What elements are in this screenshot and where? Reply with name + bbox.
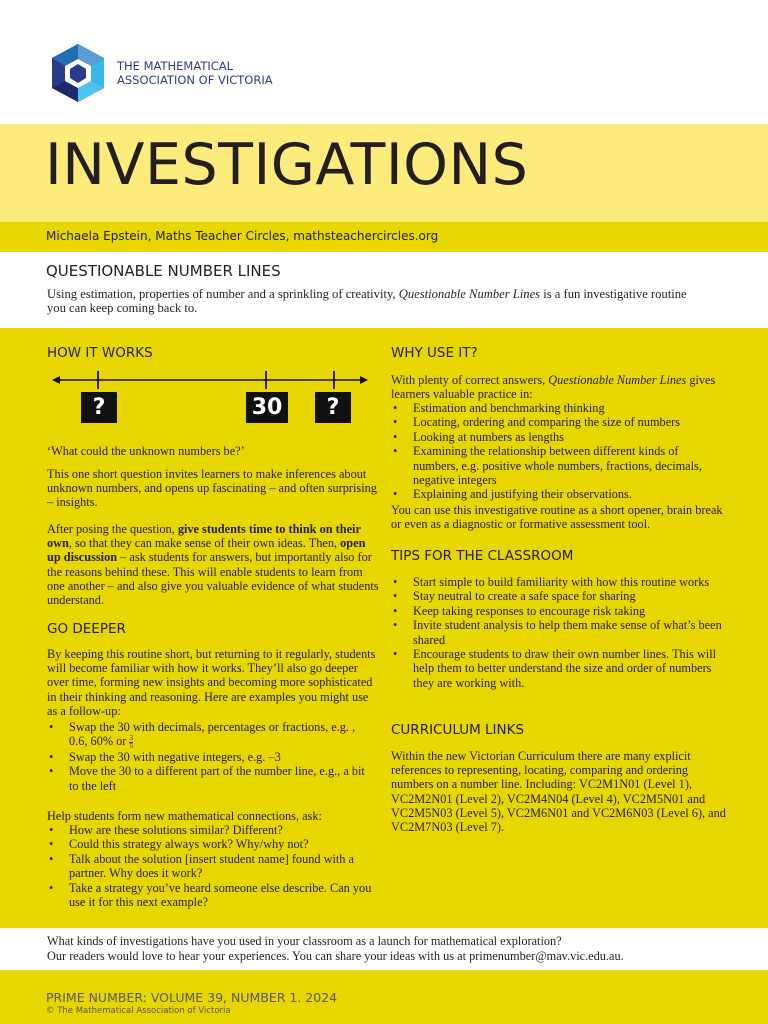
publication-name: PRIME NUMBER:: [46, 990, 147, 1005]
issue-info: [46, 990, 337, 1005]
list-item: • Talk about the solution [insert student name] found with a partner. Why does it work?: [47, 852, 377, 881]
unknown-box-2: ?: [315, 392, 351, 423]
why-paragraph-2: You can use this investigative routine as a short opener, brain break or even as a diagnostic or formative assessment tool.: [391, 503, 723, 532]
list-item: • Encourage students to draw their own number lines. This will help them to better understand the size and order of numbers they are working with.: [391, 647, 726, 690]
why-paragraph-1: [391, 373, 731, 401]
why-p1-italic: Questionable Number Lines: [548, 373, 687, 387]
article-title: QUESTIONABLE NUMBER LINES: [46, 262, 281, 280]
list-item: • Keep taking responses to encourage risk taking: [391, 604, 726, 618]
value-box-30: 30: [246, 392, 288, 423]
why-use-it-heading: WHY USE IT?: [391, 345, 478, 361]
go-deeper-list-2: [47, 823, 377, 909]
list-item: • Take a strategy you’ve heard someone else describe. Can you use it for this next example?: [47, 881, 377, 910]
list-item: • Stay neutral to create a safe space for sharing: [391, 589, 726, 603]
how-it-works-heading: HOW IT WORKS: [47, 345, 153, 361]
closing-line-1: What kinds of investigations have you used in your classroom as a launch for mathematical exploration?: [47, 934, 562, 948]
how-paragraph-2: [47, 522, 379, 607]
list-item: • Swap the 30 with negative integers, e.g. –3: [47, 750, 367, 764]
why-p1-c: gives learners valuable practice in:: [391, 373, 716, 402]
author-line: Michaela Epstein, Maths Teacher Circles, mathsteachercircles.org: [46, 229, 439, 243]
unknown-box-1: ?: [81, 392, 117, 423]
list-item: • Locating, ordering and comparing the size of numbers: [391, 415, 726, 429]
list-item: [47, 720, 367, 750]
go-deeper-list-1: [47, 720, 367, 793]
list-item: • Examining the relationship between different kinds of numbers, e.g. positive whole numbers, fractions, decimals, negative integers: [391, 444, 726, 487]
list-item: • Invite student analysis to help them make sense of what’s been shared: [391, 618, 726, 647]
list-item: • Estimation and benchmarking thinking: [391, 401, 726, 415]
how-p2-b: give students time to think on their own: [47, 522, 361, 551]
intro-text-a: Using estimation, properties of number and a sprinkling of creativity,: [47, 287, 399, 301]
go-deeper-heading: GO DEEPER: [47, 621, 126, 637]
fraction: [129, 735, 133, 750]
copyright: © The Mathematical Association of Victoria: [46, 1006, 231, 1016]
list-item: • Explaining and justifying their observations.: [391, 487, 726, 501]
mav-logo-icon: [46, 42, 110, 106]
go-deeper-paragraph-1: By keeping this routine short, but returning to it regularly, students will become familiar with how it works. They’ll also go deeper over time, forming new insights and becoming more sophisticated in their thinking and reasoning. Here are examples you might use as a follow-up:: [47, 647, 376, 718]
page-title: INVESTIGATIONS: [45, 132, 529, 198]
how-p2-c: , so that they can make sense of their own ideas. Then,: [68, 536, 341, 551]
how-p2-e: – ask students for answers, but importantly also for the reasons behind these. This will enable students to learn from one another – and also give you valuable evidence of what students understand.: [47, 550, 379, 608]
closing-text: [47, 934, 747, 964]
curriculum-heading: CURRICULUM LINKS: [391, 722, 525, 738]
list-item: • How are these solutions similar? Different?: [47, 823, 377, 837]
fraction-denominator: 5: [129, 742, 133, 751]
how-p2-d: open up discussion: [47, 536, 366, 565]
go-deeper-paragraph-2: Help students form new mathematical connections, ask:: [47, 809, 322, 823]
curriculum-text: Within the new Victorian Curriculum there are many explicit references to representing, locating, comparing and ordering numbers on a number line. Including: VC2M1N01 (Level 1), VC2M2N01 (Level 2), VC2M4N04 (Level 4), VC2M5N01 and VC2M5N03 (Level 5), VC2M6N01 and VC2M6N03 (Level 6), and VC2M7N03 (Level 7).: [391, 749, 726, 835]
tips-heading: TIPS FOR THE CLASSROOM: [391, 548, 574, 564]
why-list: [391, 401, 726, 502]
tips-list: [391, 575, 726, 690]
intro-text: [47, 287, 687, 315]
list-item-text: Swap the 30 with decimals, percentages or fractions, e.g. , 0.6, 60% or: [69, 720, 356, 749]
intro-text-italic: Questionable Number Lines: [398, 287, 541, 301]
list-item: • Looking at numbers as lengths: [391, 430, 726, 444]
how-question: ‘What could the unknown numbers be?’: [47, 444, 245, 458]
list-item: • Could this strategy always work? Why/why not?: [47, 837, 377, 851]
list-item: • Move the 30 to a different part of the number line, e.g., a bit to the left: [47, 764, 367, 793]
how-paragraph-1: This one short question invites learners to make inferences about unknown numbers, and opens up fascinating – and often surprising – insights.: [47, 467, 377, 510]
issue-number: VOLUME 39, NUMBER 1. 2024: [146, 990, 338, 1005]
closing-line-2: Our readers would love to hear your experiences. You can share your ideas with us at primenumber@mav.vic.edu.au.: [47, 949, 624, 963]
how-p2-a: After posing the question,: [47, 522, 178, 536]
intro-text-b: is a fun investigative routine you can keep coming back to.: [47, 287, 687, 315]
org-name-line2: ASSOCIATION OF VICTORIA: [117, 73, 273, 87]
fraction-numerator: 3: [129, 734, 133, 743]
list-item: • Start simple to build familiarity with how this routine works: [391, 575, 726, 589]
org-name: [117, 59, 273, 87]
header: [0, 0, 768, 124]
org-name-line1: THE MATHEMATICAL: [117, 59, 234, 73]
why-p1-a: With plenty of correct answers,: [391, 373, 549, 387]
